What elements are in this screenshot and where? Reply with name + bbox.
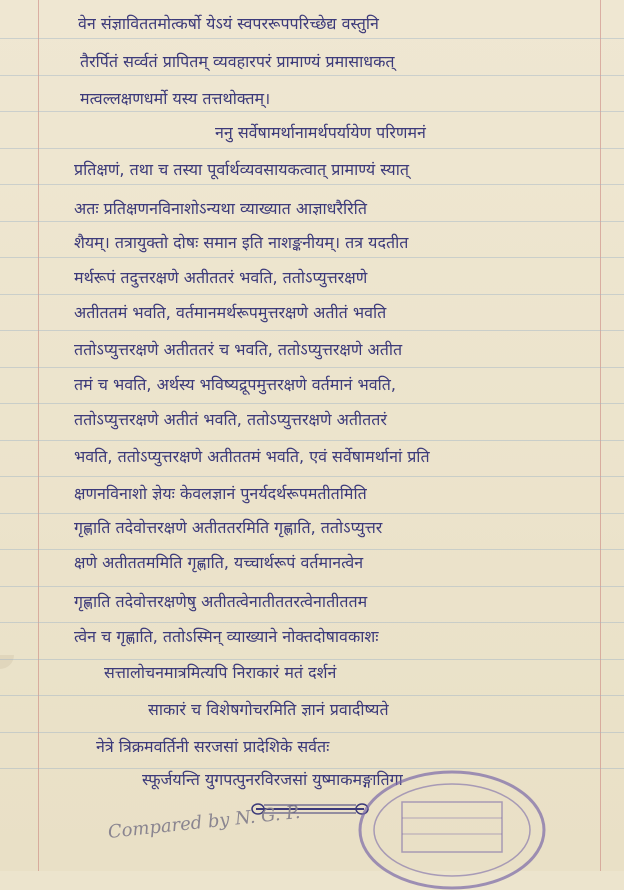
ruled-line [0, 257, 624, 258]
ruled-line [0, 513, 624, 514]
ruled-line [0, 367, 624, 368]
ruled-line [0, 403, 624, 404]
manuscript-line: सत्तालोचनमात्रमित्यपि निराकारं मतं दर्शनं [104, 663, 337, 682]
page-fold [0, 655, 14, 669]
manuscript-line: भवति, ततोऽप्युत्तरक्षणे अतीततमं भवति, एवं सर्वेषामर्थानां प्रति [74, 447, 430, 466]
ruled-line [0, 659, 624, 660]
left-margin-rule [38, 0, 39, 871]
right-margin-rule [600, 0, 601, 871]
ruled-line [0, 476, 624, 477]
manuscript-line: मर्थरूपं तदुत्तरक्षणे अतीततरं भवति, ततोऽप्युत्तरक्षणे [74, 268, 368, 287]
ruled-line [0, 38, 624, 39]
manuscript-line: तैरर्पितं सर्व्वतं प्रापितम् व्यवहारपरं प्रामाण्यं प्रमासाधकत् [80, 52, 395, 71]
ruled-line [0, 148, 624, 149]
manuscript-line: शैयम्। तत्रायुक्तो दोषः समान इति नाशङ्कनीयम्। तत्र यदतीत [74, 233, 409, 252]
ruled-line [0, 622, 624, 623]
ruled-line [0, 549, 624, 550]
manuscript-line: साकारं च विशेषगोचरमिति ज्ञानं प्रवादीष्यते [148, 700, 389, 719]
ruled-line [0, 184, 624, 185]
ruled-line [0, 330, 624, 331]
manuscript-line: क्षणनविनाशो ज्ञेयः केवलज्ञानं पुनर्यदर्थरूपमतीतमिति [74, 484, 367, 503]
manuscript-line: तमं च भवति, अर्थस्य भविष्यद्रूपमुत्तरक्षणे वर्तमानं भवति, [74, 375, 396, 394]
manuscript-line: अतः प्रतिक्षणनविनाशोऽन्यथा व्याख्यात आज्ञाधरैरिति [74, 199, 367, 218]
manuscript-line: वेन संज्ञाविततमोत्कर्षो येऽयं स्वपररूपपरिच्छेद्य वस्तुनि [78, 14, 379, 33]
pencil-annotation: Compared by N. G. P. [106, 801, 302, 843]
manuscript-line: ततोऽप्युत्तरक्षणे अतीतं भवति, ततोऽप्युत्तरक्षणे अतीततरं [74, 410, 387, 429]
ruled-line [0, 695, 624, 696]
manuscript-line: नेत्रे त्रिक्रमवर्तिनी सरजसां प्रादेशिके सर्वतः [96, 737, 330, 756]
manuscript-line: ननु सर्वेषामर्थानामर्थपर्यायेण परिणमनं [215, 123, 426, 142]
ruled-line [0, 586, 624, 587]
manuscript-line: गृह्णाति तदेवोत्तरक्षणेषु अतीतत्वेनातीततरत्वेनातीततम [74, 592, 368, 611]
ruled-line [0, 75, 624, 76]
manuscript-line: स्फूर्जयन्ति युगपत्पुनरविरजसां युष्माकमङ्गातिगा [142, 770, 403, 789]
manuscript-line: प्रतिक्षणं, तथा च तस्या पूर्वार्थव्यवसायकत्वात् प्रामाण्यं स्यात् [74, 160, 409, 179]
manuscript-line: ततोऽप्युत्तरक्षणे अतीततरं च भवति, ततोऽप्युत्तरक्षणे अतीत [74, 340, 403, 359]
manuscript-line: गृह्णाति तदेवोत्तरक्षणे अतीततरमिति गृह्णाति, ततोऽप्युत्तर [74, 518, 383, 537]
ruled-line [0, 440, 624, 441]
manuscript-line: त्वेन च गृह्णाति, ततोऽस्मिन् व्याख्याने नोक्तदोषावकाशः [74, 627, 379, 646]
ruled-line [0, 294, 624, 295]
ruled-line [0, 732, 624, 733]
manuscript-line: क्षणे अतीततममिति गृह्णाति, यच्चार्थरूपं वर्तमानत्वेन [74, 553, 364, 572]
manuscript-line: मत्वल्लक्षणधर्मो यस्य तत्तथोक्तम्। [80, 89, 271, 108]
ruled-line [0, 221, 624, 222]
manuscript-line: अतीततमं भवति, वर्तमानमर्थरूपमुत्तरक्षणे अतीतं भवति [74, 303, 387, 322]
ruled-line [0, 111, 624, 112]
